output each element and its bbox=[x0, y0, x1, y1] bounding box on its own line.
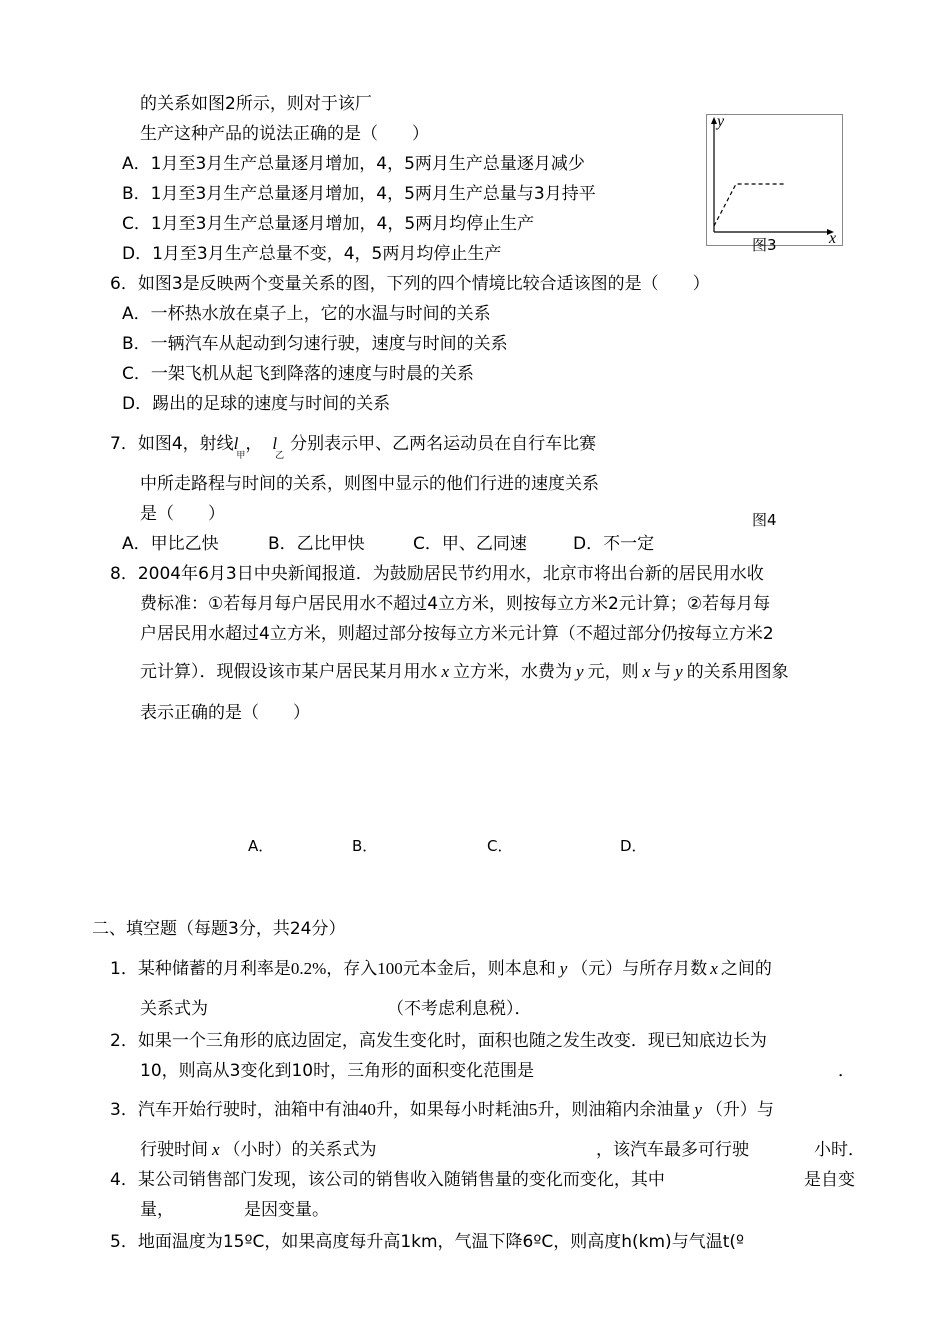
fill4-line2a: 量， bbox=[140, 1200, 174, 1220]
q8-choice-b: B． bbox=[352, 837, 378, 855]
q7-stem-line2: 中所走路程与时间的关系，则图中显示的他们行进的速度关系 bbox=[140, 474, 599, 494]
q5-option-c: C．1月至3月生产总量逐月增加，4，5两月均停止生产 bbox=[122, 214, 535, 234]
fill4-line2b: 是因变量。 bbox=[244, 1200, 329, 1220]
q7-ray-l2: l bbox=[272, 434, 278, 453]
fill4-line1b: 是自变 bbox=[804, 1170, 855, 1190]
q7-option-b: B．乙比甲快 bbox=[268, 534, 365, 554]
fill1-amount: 100 bbox=[377, 959, 403, 978]
figure-3 bbox=[706, 114, 843, 246]
q5-option-a: A．1月至3月生产总量逐月增加，4，5两月生产总量逐月减少 bbox=[122, 154, 585, 174]
fill1-part-e: 之间的 bbox=[720, 959, 772, 979]
fill1-line1 bbox=[110, 958, 772, 980]
q6-option-c: C．一架飞机从起飞到降落的速度与时晨的关系 bbox=[122, 364, 474, 384]
q7-stem-rest: 分别表示甲、乙两名运动员在自行车比赛 bbox=[290, 434, 597, 454]
figure-3-graph bbox=[706, 114, 843, 246]
q8-line4-part2: 立方米，水费为 bbox=[453, 662, 573, 682]
q7-option-d: D．不一定 bbox=[573, 534, 655, 554]
fill1-rate: 0.2% bbox=[290, 959, 327, 978]
fill3-part-e: 行驶时间 bbox=[140, 1140, 208, 1160]
q8-line4-part3: 元，则 bbox=[587, 662, 639, 682]
q5-option-b: B．1月至3月生产总量逐月增加，4，5两月生产总量与3月持平 bbox=[122, 184, 596, 204]
fill5-line1: 5．地面温度为15ºC，如果高度每升高1km，气温下降6ºC，则高度h(km)与气温t(º bbox=[110, 1232, 744, 1252]
q5-text-line1: 的关系如图2所示，则对于该厂 bbox=[140, 94, 372, 114]
fill3-var-x: x bbox=[212, 1140, 220, 1159]
q8-var-y: y bbox=[576, 662, 584, 681]
figure-3-dashed-line bbox=[714, 184, 786, 226]
q8-line2: 费标准：①若每月每户居民用水不超过4立方米，则按每立方米2元计算；②若每月每 bbox=[140, 594, 771, 614]
q8-line4 bbox=[140, 661, 789, 683]
fill1-var-x: x bbox=[710, 959, 718, 978]
fill1-var-y: y bbox=[559, 959, 568, 978]
q7-option-c: C．甲、乙同速 bbox=[413, 534, 527, 554]
q8-var-y-2: y bbox=[675, 662, 683, 681]
q7-ray-l1: l bbox=[233, 434, 239, 453]
fill4-line1a: 4．某公司销售部门发现，该公司的销售收入随销售量的变化而变化，其中 bbox=[110, 1170, 665, 1190]
q8-line4-part4: 与 bbox=[654, 662, 672, 682]
q5-option-d: D．1月至3月生产总量不变，4，5两月均停止生产 bbox=[122, 244, 502, 264]
fill1-part-a: 1．某种储蓄的月利率是 bbox=[110, 959, 291, 979]
q5-text-line2: 生产这种产品的说法正确的是（ ） bbox=[140, 124, 429, 144]
q8-line3: 户居民用水超过4立方米，则超过部分按每立方米元计算（不超过部分仍按每立方米2 bbox=[140, 624, 774, 644]
section2-title: 二、填空题（每题3分，共24分） bbox=[92, 919, 346, 939]
q8-line4-part5: 的关系用图象 bbox=[686, 662, 789, 682]
figure-3-border bbox=[707, 115, 843, 246]
fill3-rate: 5 bbox=[528, 1100, 538, 1119]
figure-3-y-label: y bbox=[717, 113, 725, 130]
q6-option-b: B．一辆汽车从起动到匀速行驶，速度与时间的关系 bbox=[122, 334, 508, 354]
fill3-part-b: 升，如果每小时耗油 bbox=[375, 1100, 529, 1120]
q8-line5: 表示正确的是（ ） bbox=[140, 703, 310, 723]
fill2-line2: 10，则高从3变化到10时，三角形的面积变化范围是 bbox=[140, 1061, 535, 1081]
fill1-line2a: 关系式为 bbox=[140, 999, 208, 1019]
fill1-part-c: 元本金后，则本息和 bbox=[402, 959, 556, 979]
q8-choice-d: D． bbox=[620, 837, 647, 855]
fill2-end: ． bbox=[838, 1061, 855, 1081]
fill3-line2 bbox=[140, 1139, 377, 1161]
q8-var-x: x bbox=[441, 662, 450, 681]
q6-option-d: D．踢出的足球的速度与时间的关系 bbox=[122, 394, 391, 414]
fill3-part-c: 升，则油箱内余油量 bbox=[537, 1100, 691, 1120]
fill1-part-b: ，存入 bbox=[326, 959, 378, 979]
fill3-line1 bbox=[110, 1099, 774, 1121]
q8-line4-part1: 元计算）．现假设该市某户居民某月用水 bbox=[140, 662, 438, 682]
q8-var-x-2: x bbox=[642, 662, 651, 681]
fill1-part-d: （元）与所存月数 bbox=[571, 959, 708, 979]
fill3-fuel: 40 bbox=[358, 1100, 376, 1119]
q7-comma: ， bbox=[245, 434, 263, 454]
fill3-part-a: 3．汽车开始行驶时，油箱中有油 bbox=[110, 1100, 359, 1120]
fill3-var-y: y bbox=[694, 1100, 702, 1119]
q6-stem: 6．如图3是反映两个变量关系的图，下列的四个情境比较合适该图的是（ ） bbox=[110, 274, 710, 294]
q7-stem-line1 bbox=[110, 433, 597, 461]
figure-3-caption: 图3 bbox=[752, 236, 777, 254]
q8-choice-c: C． bbox=[487, 837, 513, 855]
q7-option-a: A．甲比乙快 bbox=[122, 534, 219, 554]
fill3-line2c: ，该汽车最多可行驶 bbox=[596, 1140, 749, 1160]
q8-line1: 8．2004年6月3日中央新闻报道．为鼓励居民节约用水，北京市将出台新的居民用水收 bbox=[110, 564, 764, 584]
q7-stem-start: 7．如图4，射线 bbox=[110, 434, 234, 454]
q6-option-a: A．一杯热水放在桌子上，它的水温与时间的关系 bbox=[122, 304, 491, 324]
fill1-line2b: （不考虑利息税）． bbox=[387, 999, 532, 1019]
fill3-part-f: （小时）的关系式为 bbox=[223, 1140, 377, 1160]
fill3-line2d: 小时． bbox=[814, 1140, 865, 1160]
figure-4-caption: 图4 bbox=[752, 511, 777, 529]
q8-choice-a: A． bbox=[248, 837, 274, 855]
fill3-part-d: （升）与 bbox=[705, 1100, 774, 1120]
q7-stem-line3: 是（ ） bbox=[140, 504, 225, 524]
q7-ray-sub2: 乙 bbox=[275, 451, 285, 461]
fill2-line1: 2．如果一个三角形的底边固定，高发生变化时，面积也随之发生改变．现已知底边长为 bbox=[110, 1031, 767, 1051]
figure-3-x-label: x bbox=[829, 230, 837, 247]
q7-ray-sub1: 甲 bbox=[236, 451, 246, 461]
